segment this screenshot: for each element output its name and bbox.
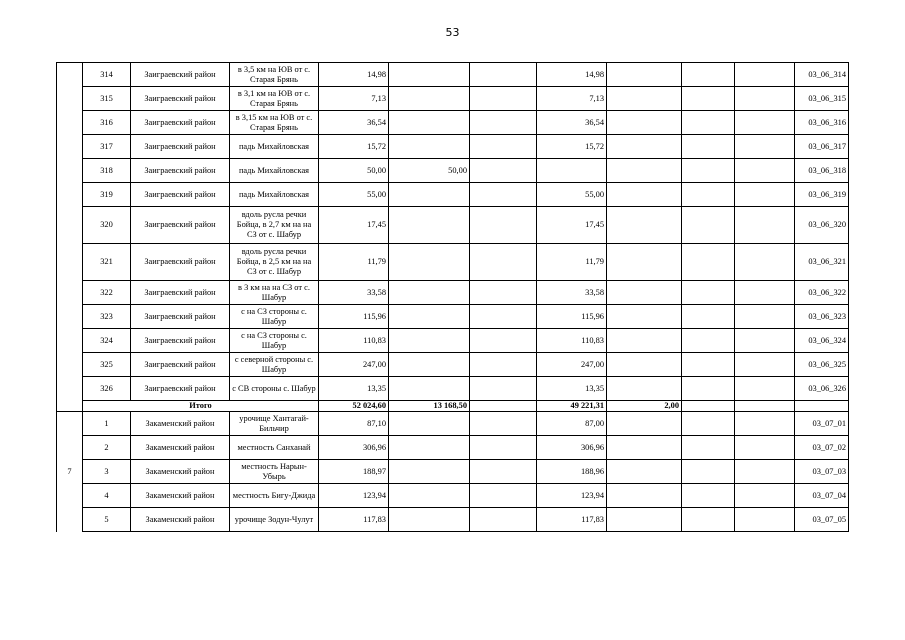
area-col1-cell [389,305,470,329]
row-number-cell: 321 [83,244,131,281]
object-code-cell: 03_06_322 [795,281,849,305]
location-cell: местность Бигу-Джида [230,484,319,508]
district-cell: Закаменский район [131,484,230,508]
area-col2-cell [470,460,537,484]
location-cell: вдоль русла речки Бойца, в 2,5 км на на СЗ от с. Шабур [230,244,319,281]
area-total-cell: 188,97 [319,460,389,484]
total-c3-cell: 49 221,31 [537,401,607,412]
table-row [57,87,849,111]
district-cell: Заиграевский район [131,244,230,281]
area-col6-cell [735,412,795,436]
total-c5-cell [682,401,735,412]
district-cell: Закаменский район [131,412,230,436]
area-col3-cell: 36,54 [537,111,607,135]
object-code-cell: 03_06_316 [795,111,849,135]
table-row [57,207,849,244]
area-total-cell: 247,00 [319,353,389,377]
row-number-cell: 320 [83,207,131,244]
location-cell: с на СЗ стороны с. Шабур [230,329,319,353]
area-col6-cell [735,135,795,159]
table-row [57,508,849,532]
section-number-cell [57,305,83,329]
section-number-cell [57,281,83,305]
table-row [57,183,849,207]
area-total-cell: 115,96 [319,305,389,329]
location-cell: местность Санханай [230,436,319,460]
row-number-cell: 315 [83,87,131,111]
location-cell: в 3 км на на СЗ от с. Шабур [230,281,319,305]
area-col6-cell [735,244,795,281]
object-code-cell: 03_07_04 [795,484,849,508]
area-col1-cell: 50,00 [389,159,470,183]
area-col5-cell [682,63,735,87]
area-col6-cell [735,305,795,329]
row-number-cell: 319 [83,183,131,207]
area-col6-cell [735,63,795,87]
area-col4-cell [607,244,682,281]
area-col6-cell [735,329,795,353]
total-c4-cell: 2,00 [607,401,682,412]
row-number-cell: 2 [83,436,131,460]
area-col4-cell [607,183,682,207]
section-number-cell [57,135,83,159]
area-total-cell: 7,13 [319,87,389,111]
area-total-cell: 15,72 [319,135,389,159]
object-code-cell: 03_06_315 [795,87,849,111]
location-cell: падь Михайловская [230,183,319,207]
area-col3-cell: 13,35 [537,377,607,401]
location-cell: в 3,1 км на ЮВ от с. Старая Брянь [230,87,319,111]
row-number-cell: 323 [83,305,131,329]
area-col5-cell [682,244,735,281]
row-number-cell: 326 [83,377,131,401]
total-row [57,401,849,412]
area-total-cell: 123,94 [319,484,389,508]
area-col6-cell [735,436,795,460]
area-col5-cell [682,353,735,377]
area-col4-cell [607,508,682,532]
area-total-cell: 14,98 [319,63,389,87]
area-col1-cell [389,460,470,484]
row-number-cell: 316 [83,111,131,135]
area-col2-cell [470,207,537,244]
area-col5-cell [682,135,735,159]
object-code-cell: 03_06_321 [795,244,849,281]
area-col4-cell [607,207,682,244]
location-cell: в 3,5 км на ЮВ от с. Старая Брянь [230,63,319,87]
table-row [57,305,849,329]
object-code-cell: 03_07_01 [795,412,849,436]
row-number-cell: 322 [83,281,131,305]
location-cell: падь Михайловская [230,135,319,159]
area-col1-cell [389,329,470,353]
object-code-cell: 03_06_317 [795,135,849,159]
location-cell: урочище Хантагай-Бильчир [230,412,319,436]
area-col1-cell [389,412,470,436]
district-cell: Заиграевский район [131,281,230,305]
area-col6-cell [735,87,795,111]
section-number-cell [57,63,83,87]
row-number-cell: 325 [83,353,131,377]
land-register-table [56,62,849,532]
table-row [57,353,849,377]
area-col2-cell [470,63,537,87]
area-col5-cell [682,281,735,305]
area-col5-cell [682,412,735,436]
table-row [57,159,849,183]
area-col4-cell [607,436,682,460]
area-col6-cell [735,111,795,135]
section-number-cell [57,401,83,412]
area-col2-cell [470,111,537,135]
area-col6-cell [735,377,795,401]
row-number-cell: 1 [83,412,131,436]
location-cell: с СВ стороны с. Шабур [230,377,319,401]
area-col6-cell [735,183,795,207]
area-col5-cell [682,183,735,207]
district-cell: Закаменский район [131,508,230,532]
table-row [57,329,849,353]
row-number-cell: 5 [83,508,131,532]
area-col6-cell [735,281,795,305]
row-number-cell: 3 [83,460,131,484]
area-col5-cell [682,436,735,460]
total-total-cell: 52 024,60 [319,401,389,412]
area-col3-cell: 115,96 [537,305,607,329]
area-col2-cell [470,508,537,532]
area-col1-cell [389,484,470,508]
section-number-cell: 7 [57,412,83,532]
section-number-cell [57,353,83,377]
area-col6-cell [735,207,795,244]
district-cell: Закаменский район [131,436,230,460]
area-col2-cell [470,412,537,436]
object-code-cell: 03_06_314 [795,63,849,87]
area-col2-cell [470,183,537,207]
section-number-cell [57,159,83,183]
district-cell: Заиграевский район [131,87,230,111]
area-col4-cell [607,377,682,401]
area-col5-cell [682,159,735,183]
area-col1-cell [389,281,470,305]
area-col4-cell [607,412,682,436]
area-col3-cell: 123,94 [537,484,607,508]
area-col3-cell: 117,83 [537,508,607,532]
district-cell: Заиграевский район [131,305,230,329]
area-col4-cell [607,135,682,159]
area-col4-cell [607,305,682,329]
section-number-cell [57,329,83,353]
location-cell: с на СЗ стороны с. Шабур [230,305,319,329]
area-col1-cell [389,377,470,401]
table-row [57,63,849,87]
object-code-cell: 03_06_318 [795,159,849,183]
area-total-cell: 87,10 [319,412,389,436]
area-col3-cell: 55,00 [537,183,607,207]
total-code-cell [795,401,849,412]
location-cell: урочище Зодун-Чулут [230,508,319,532]
area-col3-cell: 110,83 [537,329,607,353]
area-col5-cell [682,207,735,244]
area-col3-cell: 15,72 [537,135,607,159]
table-row [57,377,849,401]
area-col3-cell: 11,79 [537,244,607,281]
table-row [57,484,849,508]
area-col6-cell [735,353,795,377]
area-col6-cell [735,508,795,532]
area-col4-cell [607,87,682,111]
area-col1-cell [389,353,470,377]
area-col1-cell [389,183,470,207]
area-total-cell: 33,58 [319,281,389,305]
location-cell: вдоль русла речки Бойца, в 2,7 км на на СЗ от с. Шабур [230,207,319,244]
area-col6-cell [735,484,795,508]
district-cell: Заиграевский район [131,377,230,401]
object-code-cell: 03_07_02 [795,436,849,460]
district-cell: Заиграевский район [131,207,230,244]
area-col2-cell [470,305,537,329]
area-col4-cell [607,460,682,484]
area-col4-cell [607,111,682,135]
district-cell: Заиграевский район [131,135,230,159]
area-col3-cell: 87,00 [537,412,607,436]
area-total-cell: 110,83 [319,329,389,353]
area-col5-cell [682,484,735,508]
district-cell: Заиграевский район [131,183,230,207]
area-col1-cell [389,508,470,532]
object-code-cell: 03_07_03 [795,460,849,484]
area-total-cell: 36,54 [319,111,389,135]
district-cell: Заиграевский район [131,111,230,135]
area-col1-cell [389,135,470,159]
object-code-cell: 03_07_05 [795,508,849,532]
section-number-cell [57,183,83,207]
table-row [57,460,849,484]
district-cell: Закаменский район [131,460,230,484]
location-cell: местность Нарын-Убырь [230,460,319,484]
area-total-cell: 17,45 [319,207,389,244]
area-col2-cell [470,484,537,508]
district-cell: Заиграевский район [131,353,230,377]
total-c6-cell [735,401,795,412]
row-number-cell: 318 [83,159,131,183]
section-number-cell [57,377,83,401]
area-col2-cell [470,329,537,353]
area-col3-cell: 17,45 [537,207,607,244]
area-col2-cell [470,436,537,460]
location-cell: падь Михайловская [230,159,319,183]
area-col3-cell: 14,98 [537,63,607,87]
row-number-cell: 314 [83,63,131,87]
area-col5-cell [682,508,735,532]
area-col5-cell [682,305,735,329]
district-cell: Заиграевский район [131,63,230,87]
object-code-cell: 03_06_324 [795,329,849,353]
area-col5-cell [682,329,735,353]
area-col3-cell [537,159,607,183]
district-cell: Заиграевский район [131,159,230,183]
area-total-cell: 55,00 [319,183,389,207]
area-col5-cell [682,111,735,135]
area-total-cell: 13,35 [319,377,389,401]
area-total-cell: 11,79 [319,244,389,281]
total-c1-cell: 13 168,50 [389,401,470,412]
area-col1-cell [389,436,470,460]
table-row [57,281,849,305]
district-cell: Заиграевский район [131,329,230,353]
row-number-cell: 324 [83,329,131,353]
area-col3-cell: 7,13 [537,87,607,111]
area-col2-cell [470,159,537,183]
area-col6-cell [735,159,795,183]
section-number-cell [57,87,83,111]
area-total-cell: 306,96 [319,436,389,460]
area-col5-cell [682,87,735,111]
area-col5-cell [682,377,735,401]
area-col4-cell [607,281,682,305]
object-code-cell: 03_06_325 [795,353,849,377]
area-col4-cell [607,353,682,377]
total-label: Итого [83,401,319,412]
section-number-cell [57,244,83,281]
table-row [57,111,849,135]
area-col4-cell [607,63,682,87]
area-col2-cell [470,353,537,377]
area-col2-cell [470,135,537,159]
area-col2-cell [470,244,537,281]
table-row [57,244,849,281]
object-code-cell: 03_06_319 [795,183,849,207]
row-number-cell: 317 [83,135,131,159]
area-col3-cell: 247,00 [537,353,607,377]
row-number-cell: 4 [83,484,131,508]
area-col3-cell: 188,96 [537,460,607,484]
area-col3-cell: 33,58 [537,281,607,305]
area-col1-cell [389,111,470,135]
area-col5-cell [682,460,735,484]
area-col4-cell [607,484,682,508]
page-number: 53 [445,26,460,39]
area-col6-cell [735,460,795,484]
area-col4-cell [607,329,682,353]
section-number-cell [57,111,83,135]
area-col4-cell [607,159,682,183]
table-row [57,412,849,436]
table-row [57,135,849,159]
area-total-cell: 117,83 [319,508,389,532]
area-col3-cell: 306,96 [537,436,607,460]
object-code-cell: 03_06_326 [795,377,849,401]
area-col1-cell [389,244,470,281]
area-col1-cell [389,63,470,87]
section-number-cell [57,207,83,244]
table-row [57,436,849,460]
area-col2-cell [470,377,537,401]
total-c2-cell [470,401,537,412]
area-total-cell: 50,00 [319,159,389,183]
area-col2-cell [470,281,537,305]
object-code-cell: 03_06_320 [795,207,849,244]
area-col2-cell [470,87,537,111]
location-cell: с северной стороны с. Шабур [230,353,319,377]
area-col1-cell [389,207,470,244]
object-code-cell: 03_06_323 [795,305,849,329]
location-cell: в 3,15 км на ЮВ от с. Старая Брянь [230,111,319,135]
area-col1-cell [389,87,470,111]
